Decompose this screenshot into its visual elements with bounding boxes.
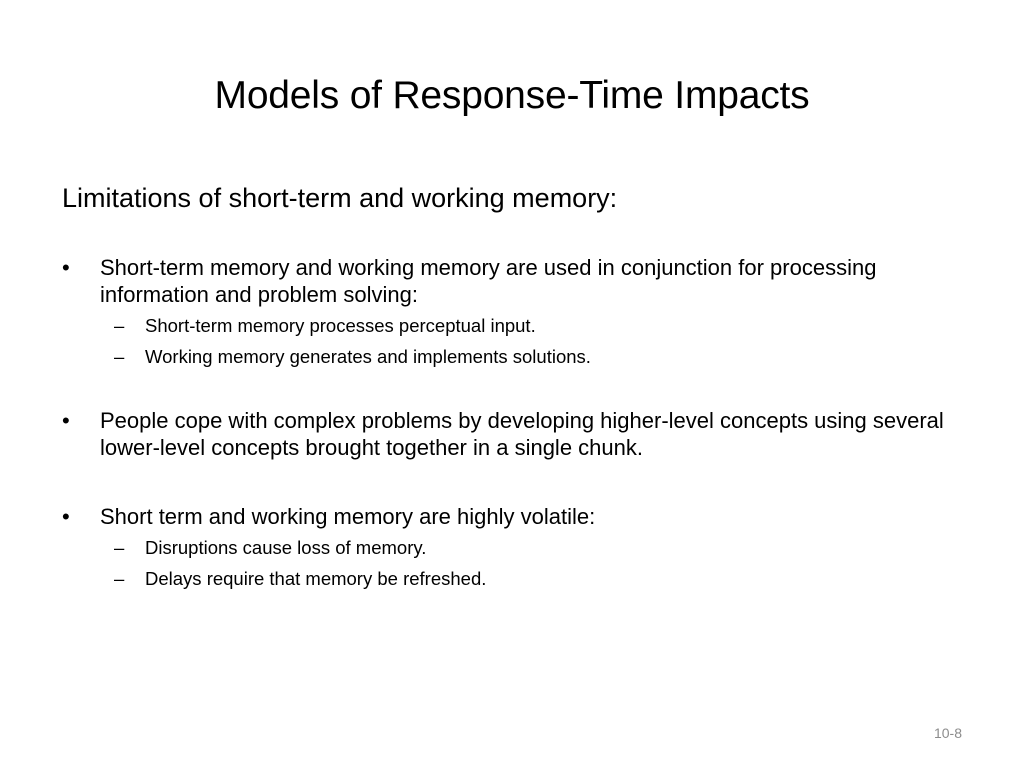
sub-bullet-marker: – <box>114 346 125 367</box>
sub-bullet-marker: – <box>114 315 125 336</box>
bullet-item-3 <box>62 503 962 530</box>
sub-bullet-marker: – <box>114 568 125 589</box>
section-heading: Limitations of short-term and working memory: <box>62 183 618 213</box>
bullet-marker: • <box>62 255 70 280</box>
bullet-item-2 <box>62 407 962 461</box>
sub-bullet-1-1 <box>114 314 974 338</box>
bullet-marker: • <box>62 504 70 529</box>
sub-bullet-text: Short-term memory processes perceptual input. <box>145 315 536 336</box>
sub-bullet-3-1 <box>114 536 974 560</box>
sub-bullet-text: Delays require that memory be refreshed. <box>145 568 487 589</box>
sub-bullet-1-2 <box>114 345 974 369</box>
bullet-text: Short-term memory and working memory are used in conjunction for processing information and problem solving: <box>100 255 877 307</box>
sub-bullet-text: Working memory generates and implements solutions. <box>145 346 591 367</box>
slide-title: Models of Response-Time Impacts <box>214 74 810 117</box>
sub-bullet-text: Disruptions cause loss of memory. <box>145 537 427 558</box>
sub-bullet-3-2 <box>114 567 974 591</box>
bullet-item-1 <box>62 254 962 308</box>
slide-number: 10-8 <box>933 725 962 741</box>
bullet-text: People cope with complex problems by developing higher-level concepts using several lower-level concepts brought together in a single chunk. <box>100 408 944 460</box>
sub-bullet-marker: – <box>114 537 125 558</box>
bullet-marker: • <box>62 408 70 433</box>
bullet-text: Short term and working memory are highly volatile: <box>100 504 596 529</box>
